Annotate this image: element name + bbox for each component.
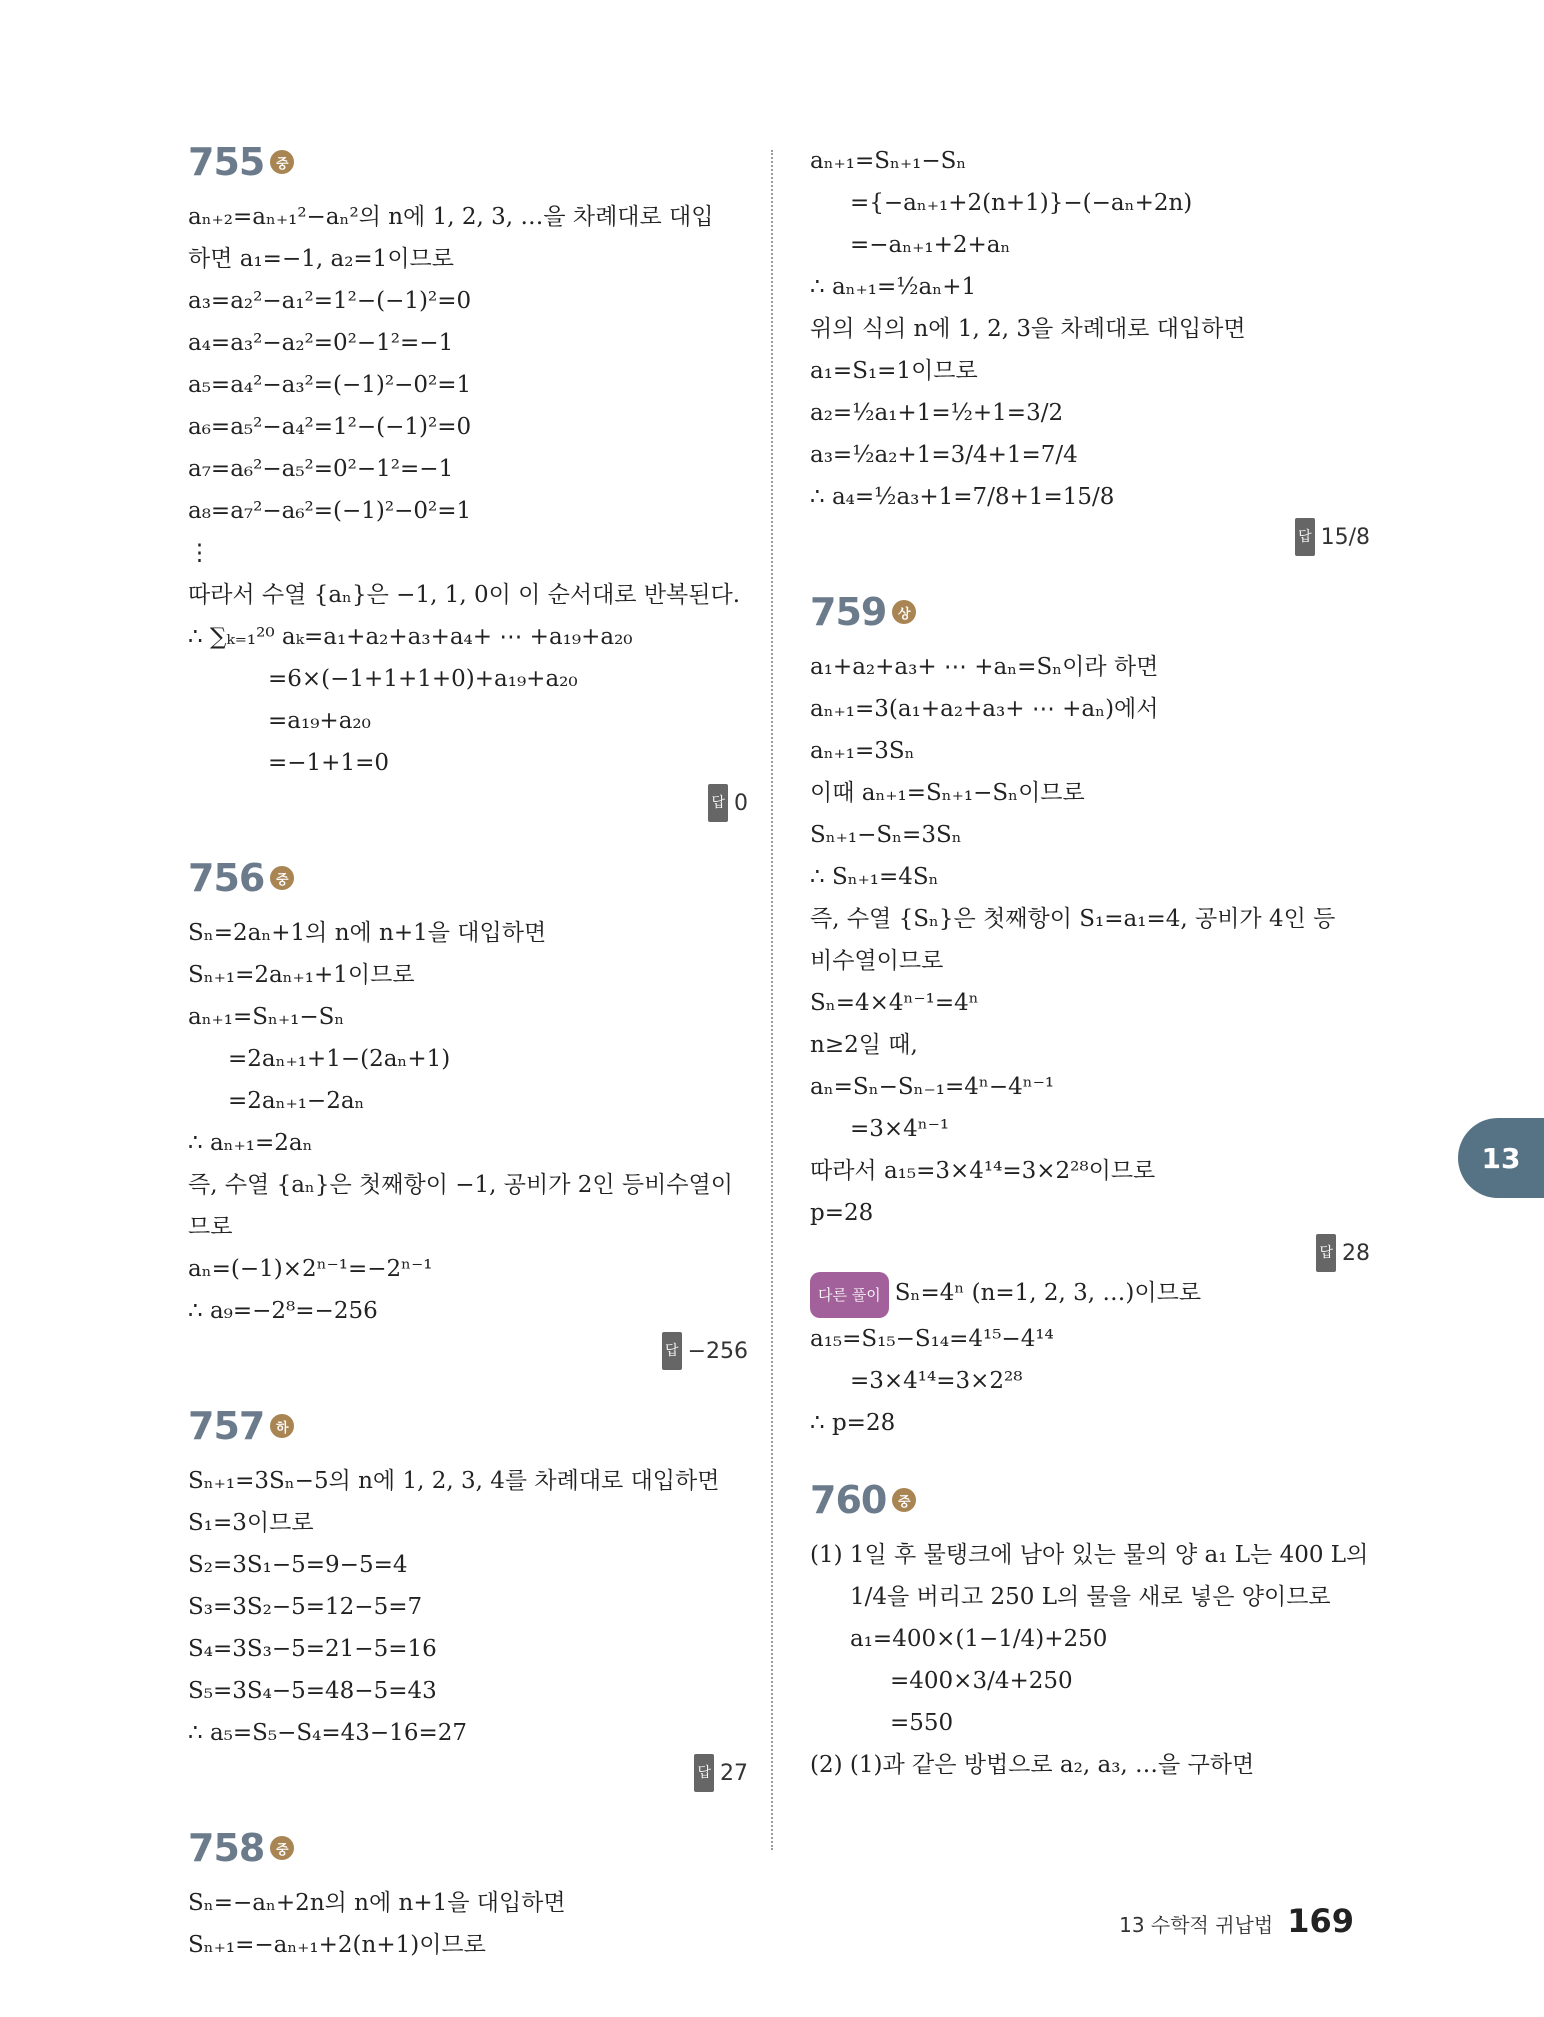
- solution-line: ∴ Sₙ₊₁=4Sₙ: [810, 864, 939, 890]
- solution-line: =6×(−1+1+1+0)+a₁₉+a₂₀: [268, 666, 578, 692]
- problem-758: [188, 1826, 748, 1966]
- left-column: [188, 140, 748, 2000]
- solution-line: ∴ ∑ₖ₌₁²⁰ aₖ=a₁+a₂+a₃+a₄+ ⋯ +a₁₉+a₂₀: [188, 624, 633, 650]
- difficulty-badge: 하: [270, 1414, 294, 1438]
- alt-solution-line: [810, 1318, 1370, 1360]
- solution-line: ∴ a₉=−2⁸=−256: [188, 1298, 378, 1324]
- problem-number: 758: [188, 1826, 265, 1870]
- problem-759: [810, 590, 1370, 1444]
- solution-line: =550: [890, 1710, 954, 1736]
- answer-box: [188, 1332, 748, 1370]
- solution-line: S₁=3이므로: [188, 1510, 314, 1536]
- solution-line: aₙ₊₁=3(a₁+a₂+a₃+ ⋯ +aₙ)에서: [810, 696, 1159, 722]
- solution-line: Sₙ₊₁=−aₙ₊₁+2(n+1)이므로: [188, 1932, 486, 1958]
- footer-chapter-title: 13 수학적 귀납법: [1119, 1913, 1274, 1937]
- problem-756: [188, 856, 748, 1370]
- solution-line: =400×3/4+250: [890, 1668, 1073, 1694]
- problem-header: [188, 1404, 748, 1448]
- solution-line: a₁=400×(1−1/4)+250: [850, 1626, 1108, 1652]
- answer-box: [188, 1754, 748, 1792]
- solution-line: aₙ₊₁=Sₙ₊₁−Sₙ: [810, 148, 967, 174]
- problem-number: 756: [188, 856, 265, 900]
- problem-number: 759: [810, 590, 887, 634]
- solution-line: 즉, 수열 {aₙ}은 첫째항이 −1, 공비가 2인 등비수열이: [188, 1172, 733, 1198]
- solution-line: a₇=a₆²−a₅²=0²−1²=−1: [188, 456, 454, 482]
- page-footer: [1119, 1902, 1354, 1940]
- answer-tag: 답: [1316, 1234, 1336, 1272]
- answer-tag: 답: [708, 784, 728, 822]
- difficulty-badge: 상: [892, 600, 916, 624]
- solution-line: 1/4을 버리고 250 L의 물을 새로 넣은 양이므로: [850, 1584, 1331, 1610]
- solution-line: Sₙ₊₁=3Sₙ−5의 n에 1, 2, 3, 4를 차례대로 대입하면: [188, 1468, 720, 1494]
- solution-line: =2aₙ₊₁+1−(2aₙ+1): [228, 1046, 451, 1072]
- alt-solution-tag: 다른 풀이: [810, 1272, 889, 1318]
- solution-line: a₅=a₄²−a₃²=(−1)²−0²=1: [188, 372, 472, 398]
- solution-line: ∴ aₙ₊₁=2aₙ: [188, 1130, 313, 1156]
- solution-line: Sₙ=−aₙ+2n의 n에 n+1을 대입하면: [188, 1890, 566, 1916]
- solution-line: =2aₙ₊₁−2aₙ: [228, 1088, 365, 1114]
- solution-line: a₈=a₇²−a₆²=(−1)²−0²=1: [188, 498, 472, 524]
- solution-line: a₃=½a₂+1=3/4+1=7/4: [810, 442, 1078, 468]
- solution-line: ∴ aₙ₊₁=½aₙ+1: [810, 274, 977, 300]
- right-column: [810, 140, 1370, 1820]
- answer-value: 28: [1342, 1241, 1370, 1266]
- answer-tag: 답: [662, 1332, 682, 1370]
- solution-line: ⋮: [188, 540, 211, 566]
- answer-value: 15/8: [1320, 525, 1370, 550]
- problem-755: [188, 140, 748, 822]
- solution-line: 므로: [188, 1214, 233, 1240]
- solution-line: a₂=½a₁+1=½+1=3/2: [810, 400, 1064, 426]
- solution-line: ∴ a₅=S₅−S₄=43−16=27: [188, 1720, 467, 1746]
- solution-line: S₂=3S₁−5=9−5=4: [188, 1552, 408, 1578]
- column-divider: [771, 150, 773, 1850]
- solution-line: 하면 a₁=−1, a₂=1이므로: [188, 246, 454, 272]
- alt-solution-text: a₁₅=S₁₅−S₁₄=4¹⁵−4¹⁴: [810, 1326, 1054, 1352]
- answer-box: [810, 518, 1370, 556]
- solution-line: =−aₙ₊₁+2+aₙ: [850, 232, 1011, 258]
- solution-line: a₄=a₃²−a₂²=0²−1²=−1: [188, 330, 454, 356]
- solution-line: Sₙ=4×4ⁿ⁻¹=4ⁿ: [810, 990, 979, 1016]
- page-number: 169: [1287, 1902, 1354, 1940]
- solution-line: a₃=a₂²−a₁²=1²−(−1)²=0: [188, 288, 472, 314]
- solution-line: 이때 aₙ₊₁=Sₙ₊₁−Sₙ이므로: [810, 780, 1085, 806]
- answer-value: 27: [720, 1761, 748, 1786]
- solution-line: a₁=S₁=1이므로: [810, 358, 978, 384]
- problem-header: [810, 590, 1370, 634]
- solution-line: Sₙ₊₁=2aₙ₊₁+1이므로: [188, 962, 415, 988]
- difficulty-badge: 중: [270, 150, 294, 174]
- solution-line: 따라서 수열 {aₙ}은 −1, 1, 0이 이 순서대로 반복된다.: [188, 582, 741, 608]
- answer-tag: 답: [694, 1754, 714, 1792]
- solution-line: aₙ₊₁=Sₙ₊₁−Sₙ: [188, 1004, 345, 1030]
- solution-line: S₄=3S₃−5=21−5=16: [188, 1636, 437, 1662]
- alt-solution-text: ∴ p=28: [810, 1410, 896, 1436]
- alt-solution-text: =3×4¹⁴=3×2²⁸: [850, 1368, 1023, 1394]
- answer-box: [810, 1234, 1370, 1272]
- solution-line: 위의 식의 n에 1, 2, 3을 차례대로 대입하면: [810, 316, 1246, 342]
- answer-value: −256: [687, 1339, 748, 1364]
- answer-value: 0: [734, 791, 748, 816]
- problem-continued: [810, 140, 1370, 556]
- problem-header: [188, 140, 748, 184]
- solution-line: (1) 1일 후 물탱크에 남아 있는 물의 양 a₁ L는 400 L의: [810, 1542, 1369, 1568]
- solution-line: S₅=3S₄−5=48−5=43: [188, 1678, 437, 1704]
- solution-line: aₙ=Sₙ−Sₙ₋₁=4ⁿ−4ⁿ⁻¹: [810, 1074, 1055, 1100]
- solution-line: a₁+a₂+a₃+ ⋯ +aₙ=Sₙ이라 하면: [810, 654, 1159, 680]
- solution-line: =3×4ⁿ⁻¹: [850, 1116, 950, 1142]
- solution-line: 따라서 a₁₅=3×4¹⁴=3×2²⁸이므로: [810, 1158, 1156, 1184]
- solution-line: a₆=a₅²−a₄²=1²−(−1)²=0: [188, 414, 472, 440]
- problem-header: [188, 1826, 748, 1870]
- solution-line: aₙ=(−1)×2ⁿ⁻¹=−2ⁿ⁻¹: [188, 1256, 433, 1282]
- problem-header: [188, 856, 748, 900]
- solution-line: Sₙ₊₁−Sₙ=3Sₙ: [810, 822, 962, 848]
- solution-line: 비수열이므로: [810, 948, 944, 974]
- alt-solution-text: Sₙ=4ⁿ (n=1, 2, 3, …)이므로: [894, 1280, 1202, 1306]
- problem-number: 760: [810, 1478, 887, 1522]
- solution-line: Sₙ=2aₙ+1의 n에 n+1을 대입하면: [188, 920, 547, 946]
- solution-line: p=28: [810, 1200, 874, 1226]
- alt-solution-line: [810, 1402, 1370, 1444]
- chapter-tab-label: 13: [1481, 1141, 1521, 1175]
- alt-solution-line: [810, 1272, 1370, 1318]
- solution-line: =−1+1=0: [268, 750, 389, 776]
- problem-number: 757: [188, 1404, 265, 1448]
- problem-number: 755: [188, 140, 265, 184]
- difficulty-badge: 중: [270, 866, 294, 890]
- problem-760: [810, 1478, 1370, 1786]
- solution-line: S₃=3S₂−5=12−5=7: [188, 1594, 423, 1620]
- solution-line: aₙ₊₁=3Sₙ: [810, 738, 915, 764]
- solution-line: (2) (1)과 같은 방법으로 a₂, a₃, …을 구하면: [810, 1752, 1255, 1778]
- solution-line: ={−aₙ₊₁+2(n+1)}−(−aₙ+2n): [850, 190, 1193, 216]
- problem-header: [810, 1478, 1370, 1522]
- solution-line: n≥2일 때,: [810, 1032, 918, 1058]
- chapter-tab: [1458, 1118, 1544, 1198]
- difficulty-badge: 중: [892, 1488, 916, 1512]
- answer-tag: 답: [1295, 518, 1315, 556]
- solution-line: aₙ₊₂=aₙ₊₁²−aₙ²의 n에 1, 2, 3, …을 차례대로 대입: [188, 204, 714, 230]
- solution-line: =a₁₉+a₂₀: [268, 708, 371, 734]
- answer-box: [188, 784, 748, 822]
- difficulty-badge: 중: [270, 1836, 294, 1860]
- solution-line: ∴ a₄=½a₃+1=7/8+1=15/8: [810, 484, 1115, 510]
- solution-line: 즉, 수열 {Sₙ}은 첫째항이 S₁=a₁=4, 공비가 4인 등: [810, 906, 1336, 932]
- problem-757: [188, 1404, 748, 1792]
- alt-solution-line: [810, 1360, 1370, 1402]
